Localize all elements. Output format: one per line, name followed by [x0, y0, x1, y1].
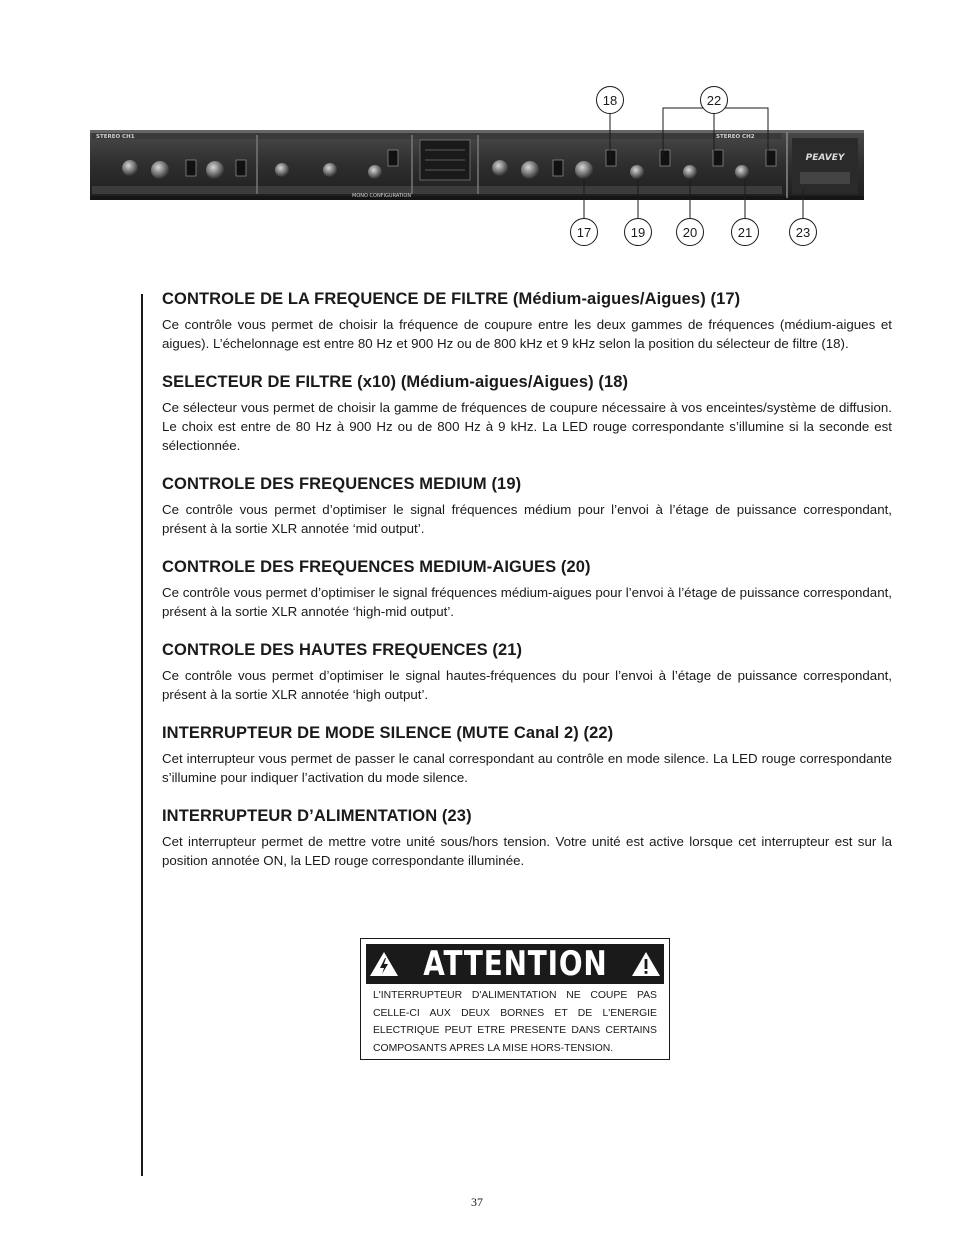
section-heading: INTERRUPTEUR DE MODE SILENCE (MUTE Canal 2) (22)	[162, 724, 614, 742]
section-high-mid-frequency-control	[162, 558, 892, 621]
svg-text:19: 19	[630, 225, 646, 240]
device-front-panel-figure	[0, 0, 954, 260]
attention-title: ATTENTION	[422, 944, 608, 984]
svg-text:22: 22	[706, 93, 722, 108]
section-paragraph: Cet interrupteur vous permet de passer le canal correspondant au contrôle en mode silence. La LED rouge correspondante s’illumine pour indiquer l’activation du mode silence.	[162, 751, 892, 785]
front-panel-illustration	[0, 0, 954, 260]
callout-21	[732, 219, 759, 246]
left-margin-rule	[141, 294, 143, 1176]
section-heading: CONTROLE DES FREQUENCES MEDIUM (19)	[162, 475, 522, 493]
section-paragraph: Ce contrôle vous permet d’optimiser le signal fréquences médium pour l’envoi à l’étage de puissance correspondant, présent à la sortie XLR annotée ‘mid output’.	[162, 502, 892, 536]
section-filter-frequency-control	[162, 290, 892, 353]
section-power-switch	[162, 807, 892, 870]
document-body	[162, 290, 892, 890]
panel-label-mono: MONO CONFIGURATION	[352, 193, 412, 199]
page-number: 37	[471, 1195, 483, 1209]
section-paragraph: Ce contrôle vous permet d’optimiser le signal fréquences médium-aigues pour l’envoi à l’étage de puissance correspondant, présent à la sortie XLR annotée ‘high-mid output’.	[162, 585, 892, 619]
section-mid-frequency-control	[162, 475, 892, 538]
lightning-warning-icon	[369, 950, 399, 978]
mono-configuration-block	[420, 140, 470, 180]
callout-22	[701, 87, 728, 114]
section-heading: CONTROLE DES HAUTES FREQUENCES (21)	[162, 641, 523, 659]
callout-20	[677, 219, 704, 246]
svg-text:18: 18	[602, 93, 618, 108]
svg-text:21: 21	[737, 225, 753, 240]
brand-logo: PEAVEY	[805, 153, 845, 163]
svg-text:17: 17	[576, 225, 592, 240]
section-filter-selector	[162, 373, 892, 455]
brand-logo-area	[792, 138, 858, 194]
callout-18	[597, 87, 624, 114]
section-mute-switch	[162, 724, 892, 787]
section-heading: CONTROLE DES FREQUENCES MEDIUM-AIGUES (20)	[162, 558, 591, 576]
section-high-frequency-control	[162, 641, 892, 704]
callout-17	[571, 219, 598, 246]
section-paragraph: Ce contrôle vous permet de choisir la fréquence de coupure entre les deux gammes de fréquences (médium-aigues et aigues). L’échelonnage est entre 80 Hz et 900 Hz ou de 800 kHz et 9 kHz selon la position du sélecteur de filtre (18).	[162, 317, 892, 351]
section-paragraph: Cet interrupteur permet de mettre votre unité sous/hors tension. Votre unité est active lorsque cet interrupteur est sur la position annotée ON, la LED rouge correspondante illuminée.	[162, 834, 892, 868]
section-heading: CONTROLE DE LA FREQUENCE DE FILTRE (Médium-aigues/Aigues) (17)	[162, 290, 741, 308]
exclamation-warning-icon	[631, 950, 661, 978]
callout-19	[625, 219, 652, 246]
attention-text: L'INTERRUPTEUR D'ALIMENTATION NE COUPE PAS CELLE-CI AUX DEUX BORNES ET DE L'ENERGIE ELECTRIQUE PEUT ETRE PRESENTE DANS CERTAINS COMPOSANTS APRES LA MISE HORS-TENSION.	[373, 990, 657, 1054]
section-paragraph: Ce sélecteur vous permet de choisir la gamme de fréquences de coupure nécessaire à vos enceintes/système de diffusion. Le choix est entre de 80 Hz à 900 Hz ou de 800 Hz à 9 kHz. La LED rouge correspondante s’illumine si la seconde est sélectionnée.	[162, 400, 892, 453]
svg-text:20: 20	[682, 225, 698, 240]
section-heading: INTERRUPTEUR D’ALIMENTATION (23)	[162, 807, 472, 825]
section-paragraph: Ce contrôle vous permet d’optimiser le signal hautes-fréquences du pour l’envoi à l’étage de puissance correspondant, présent à la sortie XLR annotée ‘high output’.	[162, 668, 892, 702]
section-heading: SELECTEUR DE FILTRE (x10) (Médium-aigues/Aigues) (18)	[162, 373, 629, 391]
panel-label-ch2: STEREO CH2	[716, 134, 755, 140]
svg-text:23: 23	[795, 225, 811, 240]
attention-warning-box	[360, 938, 670, 1060]
panel-label-ch1: STEREO CH1	[96, 134, 135, 140]
callout-23	[790, 219, 817, 246]
attention-banner	[366, 944, 664, 984]
